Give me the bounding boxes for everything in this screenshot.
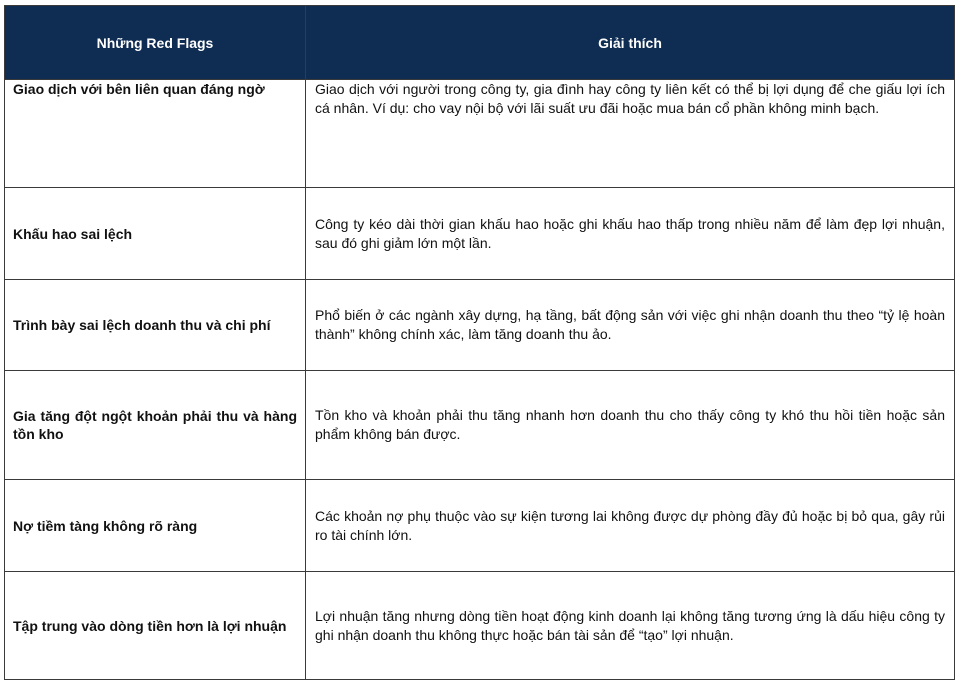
explanation-cell — [306, 80, 955, 188]
explanation-text: Các khoản nợ phụ thuộc vào sự kiện tương lai không được dự phòng đầy đủ hoặc bị bỏ qua, gây rủi ro tài chính lớn. — [315, 507, 945, 543]
explanation-text: Phổ biến ở các ngành xây dựng, hạ tầng, bất động sản với việc ghi nhận doanh thu theo “tỷ lệ hoàn thành” không chính xác, làm tăng doanh thu ảo. — [315, 307, 945, 342]
flag-cell — [5, 280, 306, 371]
flag-text: Giao dịch với bên liên quan đáng ngờ — [13, 81, 265, 97]
table-row — [5, 572, 955, 680]
header-flag: Những Red Flags — [5, 6, 306, 80]
explanation-cell — [306, 188, 955, 280]
table-row — [5, 188, 955, 280]
flag-cell — [5, 480, 306, 572]
explanation-cell — [306, 572, 955, 680]
table-row — [5, 480, 955, 572]
flag-text: Gia tăng đột ngột khoản phải thu và hàng tồn kho — [13, 408, 297, 442]
explanation-cell — [306, 371, 955, 480]
flag-text: Tập trung vào dòng tiền hơn là lợi nhuận — [13, 617, 287, 634]
explanation-text: Tồn kho và khoản phải thu tăng nhanh hơn doanh thu cho thấy công ty khó thu hồi tiền hoặc sản phẩm không bán được. — [315, 407, 945, 442]
flag-cell — [5, 188, 306, 280]
explanation-text: Giao dịch với người trong công ty, gia đình hay công ty liên kết có thể bị lợi dụng để che giấu lợi ích cá nhân. Ví dụ: cho vay nội bộ với lãi suất ưu đãi hoặc mua bán cổ phần không minh bạch. — [315, 81, 945, 116]
explanation-text: Lợi nhuận tăng nhưng dòng tiền hoạt động kinh doanh lại không tăng tương ứng là dấu hiệu công ty ghi nhận doanh thu không thực hoặc bán tài sản để “tạo” lợi nhuận. — [315, 607, 945, 643]
red-flags-table — [4, 5, 955, 680]
table-row — [5, 371, 955, 480]
flag-cell — [5, 371, 306, 480]
flag-text: Khấu hao sai lệch — [13, 225, 133, 242]
explanation-cell — [306, 280, 955, 371]
flag-cell — [5, 572, 306, 680]
explanation-cell — [306, 480, 955, 572]
flag-cell — [5, 80, 306, 188]
flag-text: Trình bày sai lệch doanh thu và chi phí — [13, 317, 271, 333]
flag-text: Nợ tiềm tàng không rõ ràng — [13, 517, 198, 534]
header-explanation: Giải thích — [306, 6, 955, 80]
table-row — [5, 80, 955, 188]
explanation-text: Công ty kéo dài thời gian khấu hao hoặc ghi khấu hao thấp trong nhiều năm để làm đẹp lợi nhuận, sau đó ghi giảm lớn một lần. — [315, 215, 945, 251]
table-row — [5, 280, 955, 371]
table-header-row — [5, 6, 955, 80]
